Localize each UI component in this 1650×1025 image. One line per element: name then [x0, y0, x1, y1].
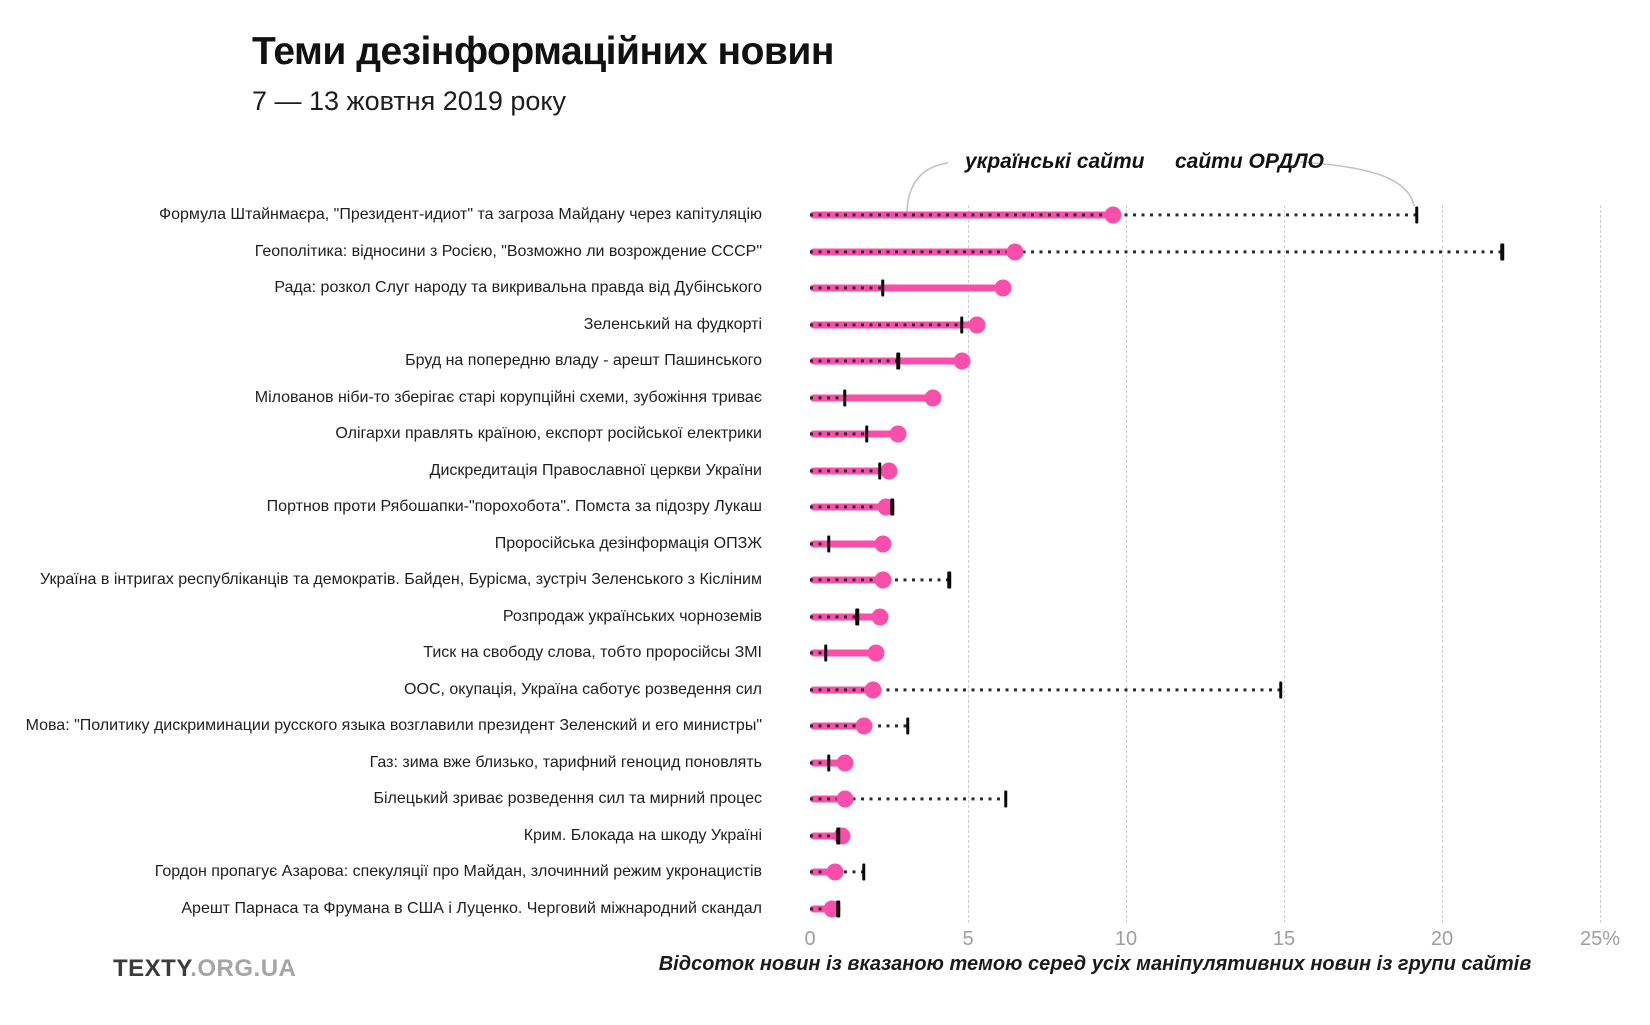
category-label: Мова: "Политику дискриминации русского языка возглавили президент Зеленский и его министры"	[25, 717, 762, 735]
ordlo-tick	[837, 900, 841, 917]
chart-row	[0, 452, 1650, 489]
chart-header	[252, 30, 834, 117]
chart-row	[0, 197, 1650, 234]
category-label: Гордон пропагує Азарова: спекуляції про Майдан, злочинний режим укронацистів	[154, 863, 762, 881]
chart-row	[0, 671, 1650, 708]
ordlo-tick	[878, 462, 882, 479]
category-label: Проросійська дезінформація ОПЗЖ	[494, 534, 762, 552]
ordlo-dotted-line	[810, 761, 829, 764]
ordlo-tick	[947, 572, 951, 589]
ukrainian-sites-dot	[890, 426, 907, 443]
category-label: Білецький зриває розведення сил та мирний процес	[373, 790, 762, 808]
ordlo-tick	[827, 754, 831, 771]
ordlo-dotted-line	[810, 360, 898, 363]
ordlo-tick	[862, 864, 866, 881]
ordlo-dotted-line	[810, 250, 1502, 253]
x-tick-label-0: 0	[804, 928, 816, 950]
x-axis-caption: Відсоток новин із вказаною темою серед усіх маніпулятивних новин із групи сайтів	[658, 953, 1532, 975]
ordlo-dotted-line	[810, 287, 883, 290]
chart-row	[0, 489, 1650, 526]
ordlo-tick	[890, 499, 894, 516]
ukrainian-sites-dot	[925, 389, 942, 406]
ordlo-dotted-line	[810, 615, 857, 618]
ordlo-tick	[881, 280, 885, 297]
ordlo-tick	[906, 718, 910, 735]
ukrainian-sites-dot	[874, 572, 891, 589]
ukrainian-sites-dot	[865, 681, 882, 698]
ordlo-tick	[856, 608, 860, 625]
chart-row	[0, 817, 1650, 854]
ukrainian-sites-dot	[827, 864, 844, 881]
chart-title: Теми дезінформаційних новин	[252, 30, 834, 73]
chart-row	[0, 781, 1650, 818]
category-label: Мілованов ніби-то зберігає старі корупційні схеми, зубожіння триває	[254, 388, 762, 406]
category-label: Рада: розкол Слуг народу та викривальна правда від Дубінського	[274, 279, 762, 297]
chart-subtitle: 7 — 13 жовтня 2019 року	[252, 86, 566, 116]
category-label: ООС, окупація, Україна саботує розведення сил	[404, 680, 762, 698]
ordlo-dotted-line	[810, 396, 845, 399]
chart-row	[0, 854, 1650, 891]
category-label: Портнов проти Рябошапки-"порохобота". Помста за підозру Лукаш	[266, 498, 762, 516]
category-label: Тиск на свободу слова, тобто проросійсы ЗМІ	[423, 644, 762, 662]
chart-row	[0, 525, 1650, 562]
category-label: Зеленський на фудкорті	[583, 315, 762, 333]
ordlo-dotted-line	[810, 323, 962, 326]
ordlo-tick	[827, 535, 831, 552]
chart-row	[0, 379, 1650, 416]
chart-row	[0, 306, 1650, 343]
category-label: Формула Штайнмаєра, "Президент-идиот" та загроза Майдану через капітуляцію	[158, 206, 762, 224]
chart-row	[0, 744, 1650, 781]
texty-logo-suffix: .ORG.UA	[190, 955, 297, 982]
ukrainian-sites-dot	[855, 718, 872, 735]
ordlo-dotted-line	[810, 433, 867, 436]
legend-ordlo-sites: сайти ОРДЛО	[1175, 150, 1324, 173]
chart-row	[0, 890, 1650, 927]
ordlo-tick	[1415, 207, 1419, 224]
x-tick-label-5: 5	[962, 928, 974, 950]
category-label: Арешт Парнаса та Фрумана в США і Луценко. Черговий міжнародний скандал	[181, 899, 762, 917]
ordlo-tick	[843, 389, 847, 406]
ordlo-tick	[897, 353, 901, 370]
ukrainian-sites-dot	[836, 754, 853, 771]
ukrainian-sites-dot	[874, 535, 891, 552]
chart-row	[0, 416, 1650, 453]
ukrainian-sites-dot	[969, 316, 986, 333]
texty-logo-bold: TEXTY	[113, 955, 191, 982]
category-label: Олігархи правлять країною, експорт російської електрики	[335, 425, 762, 443]
category-label: Дискредитація Православної церкви України	[429, 461, 762, 479]
category-label: Геополітика: відносини з Росією, "Возможно ли возрождение СССР"	[254, 242, 762, 260]
chart-row	[0, 270, 1650, 307]
x-tick-label-15: 15	[1272, 928, 1296, 950]
ordlo-dotted-line	[810, 469, 880, 472]
x-tick-label-20: 20	[1430, 928, 1454, 950]
ukrainian-sites-dot	[881, 462, 898, 479]
ordlo-tick	[1004, 791, 1008, 808]
chart-row	[0, 598, 1650, 635]
category-label: Україна в інтригах республіканців та демократів. Байден, Бурісма, зустріч Зеленського з Кісліним	[40, 571, 762, 589]
ordlo-tick	[960, 316, 964, 333]
category-label: Газ: зима вже близько, тарифний геноцид поновлять	[369, 753, 762, 771]
chart-row	[0, 233, 1650, 270]
ordlo-tick	[1279, 681, 1283, 698]
ukrainian-sites-dot	[833, 827, 850, 844]
ukrainian-sites-dot	[871, 608, 888, 625]
category-label: Розпродаж українських чорноземів	[502, 607, 762, 625]
ukrainian-sites-dot	[994, 280, 1011, 297]
ukrainian-sites-dot	[953, 353, 970, 370]
chart-row	[0, 708, 1650, 745]
x-tick-label-25: 25%	[1579, 928, 1621, 950]
ukrainian-sites-dot	[836, 791, 853, 808]
ordlo-dotted-line	[810, 542, 829, 545]
category-label: Крим. Блокада на шкоду Україні	[523, 826, 762, 844]
legend-ukrainian-sites: українські сайти	[965, 150, 1145, 173]
ordlo-tick	[1500, 243, 1504, 260]
ukrainian-sites-dot	[868, 645, 885, 662]
category-label: Бруд на попередню владу - арешт Пашинського	[405, 352, 762, 370]
ordlo-tick	[837, 827, 841, 844]
chart-row	[0, 562, 1650, 599]
ordlo-tick	[865, 426, 869, 443]
chart-row	[0, 343, 1650, 380]
ordlo-tick	[824, 645, 828, 662]
x-tick-label-10: 10	[1114, 928, 1138, 950]
texty-logo	[113, 955, 296, 983]
chart-row	[0, 635, 1650, 672]
ukrainian-sites-dot	[1007, 243, 1024, 260]
ukrainian-sites-dot	[1105, 207, 1122, 224]
